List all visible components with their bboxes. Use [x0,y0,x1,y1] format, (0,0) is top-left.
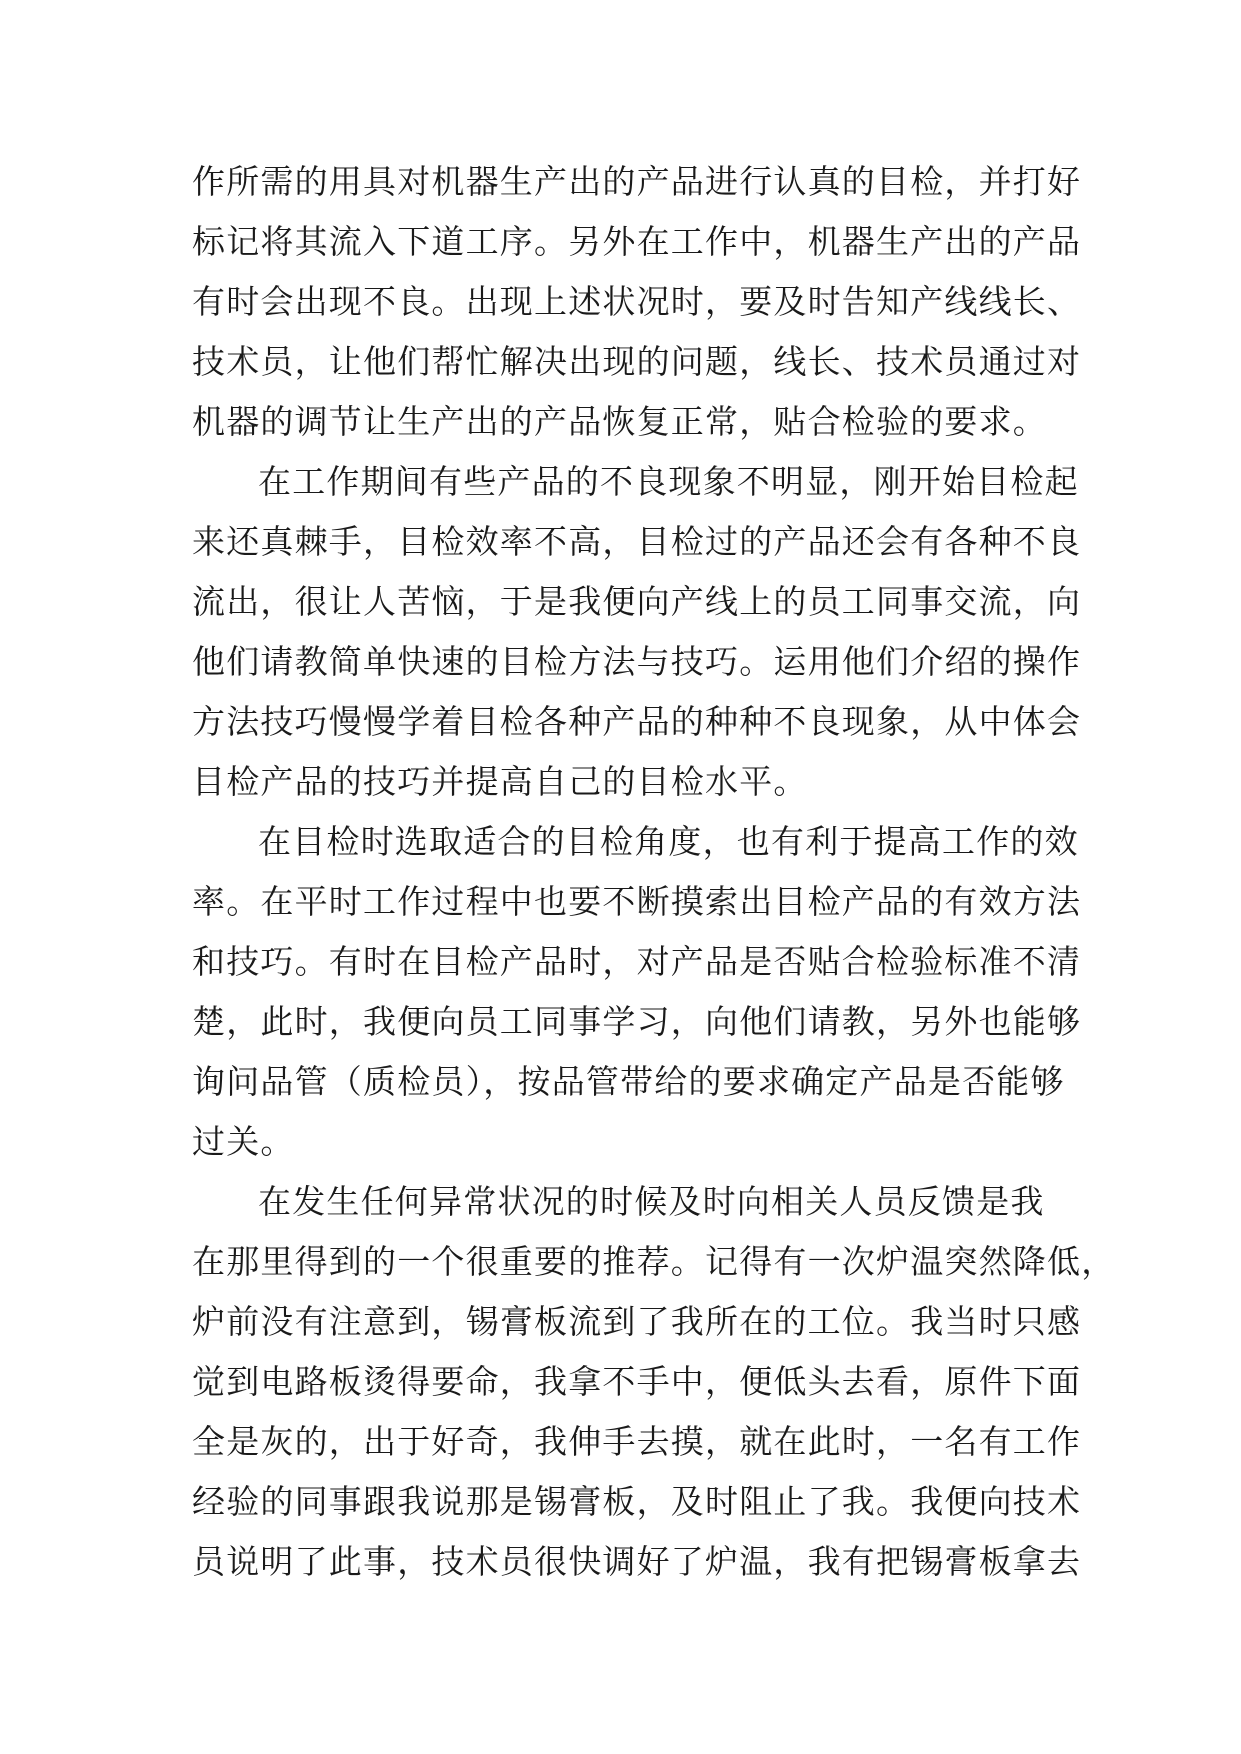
text-line: 率。在平时工作过程中也要不断摸索出目检产品的有效方法 [192,882,1082,921]
text-line: 方法技巧慢慢学着目检各种产品的种种不良现象，从中体会 [192,702,1082,741]
text-line: 和技巧。有时在目检产品时，对产品是否贴合检验标准不清 [192,942,1082,981]
paragraph-first-line: 在工作期间有些产品的不良现象不明显，刚开始目检起 [258,462,1079,501]
text-line: 来还真棘手，目检效率不高，目检过的产品还会有各种不良 [192,522,1082,561]
text-line: 员说明了此事，技术员很快调好了炉温，我有把锡膏板拿去 [192,1542,1082,1581]
text-line: 作所需的用具对机器生产出的产品进行认真的目检，并打好 [192,162,1082,201]
text-line: 机器的调节让生产出的产品恢复正常，贴合检验的要求。 [192,402,1047,441]
text-line: 楚，此时，我便向员工同事学习，向他们请教，另外也能够 [192,1002,1082,1041]
text-line: 有时会出现不良。出现上述状况时，要及时告知产线线长、 [192,282,1082,321]
text-line: 炉前没有注意到，锡膏板流到了我所在的工位。我当时只感 [192,1302,1082,1341]
text-line: 在那里得到的一个很重要的推荐。记得有一次炉温突然降低， [192,1242,1116,1281]
paragraph-first-line: 在发生任何异常状况的时候及时向相关人员反馈是我 [258,1182,1045,1221]
text-line: 经验的同事跟我说那是锡膏板，及时阻止了我。我便向技术 [192,1482,1082,1521]
text-line: 过关。 [192,1122,295,1161]
text-line: 流出，很让人苦恼，于是我便向产线上的员工同事交流，向 [192,582,1082,621]
text-line: 标记将其流入下道工序。另外在工作中，机器生产出的产品 [192,222,1082,261]
text-line: 觉到电路板烫得要命，我拿不手中，便低头去看，原件下面 [192,1362,1082,1401]
text-line: 技术员，让他们帮忙解决出现的问题，线长、技术员通过对 [192,342,1082,381]
paragraph-first-line: 在目检时选取适合的目检角度，也有利于提高工作的效 [258,822,1079,861]
text-line: 他们请教简单快速的目检方法与技巧。运用他们介绍的操作 [192,642,1082,681]
text-line: 全是灰的，出于好奇，我伸手去摸，就在此时，一名有工作 [192,1422,1082,1461]
text-line: 询问品管（质检员），按品管带给的要求确定产品是否能够 [192,1062,1065,1101]
text-line: 目检产品的技巧并提高自己的目检水平。 [192,762,808,801]
